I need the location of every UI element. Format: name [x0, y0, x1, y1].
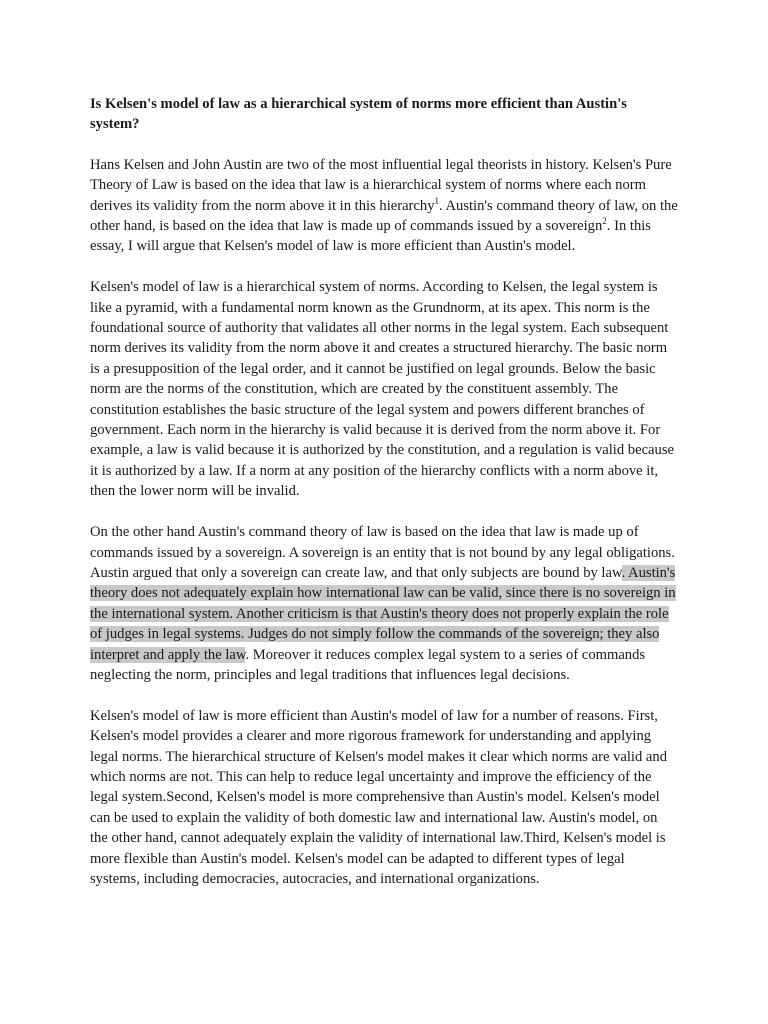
document-title: Is Kelsen's model of law as a hierarchical system of norms more efficient than Austin's system?	[90, 96, 627, 133]
document-body	[90, 94, 678, 910]
paragraph-intro-text-b: . Austin's command theory of law, on the other hand, is based on the idea that law is made up of commands issued by a sovereign	[90, 197, 678, 235]
paragraph-intro	[90, 155, 678, 257]
paragraph-intro-text-a: Hans Kelsen and John Austin are two of the most influential legal theorists in history. Kelsen's Pure Theory of Law is based on the idea that law is a hierarchical system of norms where each norm derives its validity from the norm above it in this hierarchy	[90, 156, 672, 214]
highlighted-text[interactable]: . Austin's theory does not adequately explain how international law can be valid, since there is no sovereign in the international system. Another criticism is that Austin's theory does not properly explain the role of judges in legal systems. Judges do not simply follow the commands of the sovereign; they also interpret and apply the law	[90, 564, 676, 663]
paragraph-kelsen: Kelsen's model of law is a hierarchical system of norms. According to Kelsen, the legal system is like a pyramid, with a fundamental norm known as the Grundnorm, at its apex. This norm is the foundational source of authority that validates all other norms in the legal system. Each subsequent norm derives its validity from the norm above it and creates a structured hierarchy. The basic norm is a presupposition of the legal order, and it cannot be justified on legal grounds. Below the basic norm are the norms of the constitution, which are created by the constituent assembly. The constitution establishes the basic structure of the legal system and powers different branches of government. Each norm in the hierarchy is valid because it is derived from the norm above it. For example, a law is valid because it is authorized by the constitution, and a regulation is valid because it is authorized by a law. If a norm at any position of the hierarchy conflicts with a norm above it, then the lower norm will be invalid.	[90, 279, 674, 500]
paragraph-austin	[90, 522, 678, 685]
footnote-marker-2: 2	[602, 216, 607, 227]
paragraph-austin-text: On the other hand Austin's command theory of law is based on the idea that law is made up of commands issued by a sovereign. A sovereign is an entity that is not bound by any legal obligations. Austin argued that only a sovereign can create law, and that only subjects are bound by law	[90, 524, 675, 581]
paragraph-comparison: Kelsen's model of law is more efficient than Austin's model of law for a number of reasons. First, Kelsen's model provides a clearer and more rigorous framework for understanding and applying legal norms. The hierarchical structure of Kelsen's model makes it clear which norms are valid and which norms are not. This can help to reduce legal uncertainty and improve the efficiency of the legal system.Second, Kelsen's model is more comprehensive than Austin's model. Kelsen's model can be used to explain the validity of both domestic law and international law. Austin's model, on the other hand, cannot adequately explain the validity of international law.Third, Kelsen's model is more flexible than Austin's model. Kelsen's model can be adapted to different types of legal systems, including democracies, autocracies, and international organizations.	[90, 707, 667, 887]
footnote-marker-1: 1	[434, 195, 439, 206]
paragraph-austin-text-after: . Moreover it reduces complex legal system to a series of commands neglecting the norm, principles and legal traditions that influences legal decisions.	[90, 646, 646, 683]
paragraph-intro-text-c: . In this essay, I will argue that Kelsen's model of law is more efficient than Austin's model.	[90, 218, 651, 255]
